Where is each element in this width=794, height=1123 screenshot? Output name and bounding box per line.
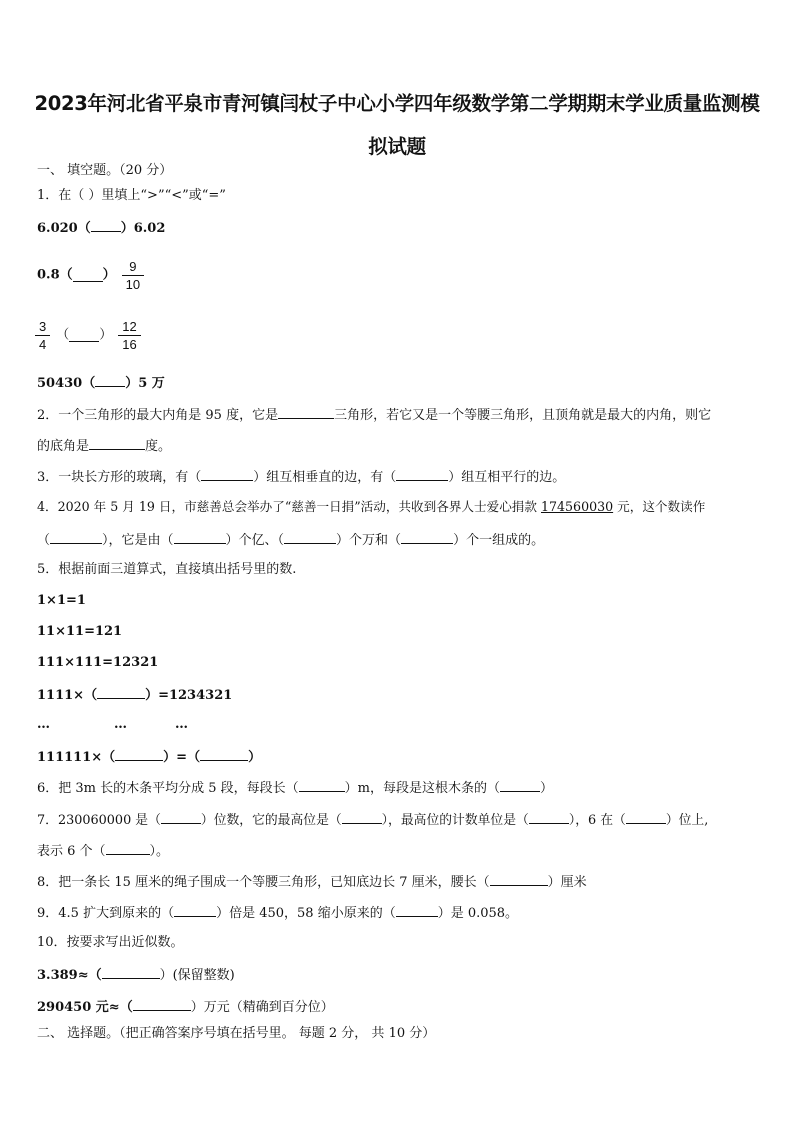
q7-text: ）位上, (665, 813, 709, 828)
page-title-line1: 2023年河北省平泉市青河镇闫杖子中心小学四年级数学第二学期期末学业质量监测模 (34, 92, 760, 115)
question-9 (37, 904, 518, 922)
question-2-line2 (37, 437, 171, 455)
answer-blank[interactable] (278, 406, 334, 419)
q4-text: （ (37, 533, 51, 548)
q4-text: ），它是由（ (102, 533, 174, 548)
question-1d (37, 374, 165, 392)
q2-text: 的底角是 (37, 439, 90, 454)
fraction-9-10 (124, 258, 142, 293)
question-4-line1 (37, 499, 705, 515)
question-4-line2 (37, 531, 544, 549)
q5-text: 1111×（ (37, 688, 98, 703)
question-5-prompt: 5．根据前面三道算式，直接填出括号里的数. (37, 562, 297, 577)
question-1b (37, 258, 142, 293)
q2-text: 三角形，若它又是一个等腰三角形，且顶角就是最大的内角，则它 (334, 408, 712, 423)
answer-blank[interactable] (529, 811, 569, 824)
q7-text: ）。 (149, 844, 170, 859)
answer-blank[interactable] (115, 748, 163, 761)
ellipsis: … (175, 717, 188, 732)
q9-text: 9．4.5 扩大到原来的（ (37, 906, 175, 921)
q1b-right: ） (102, 267, 116, 283)
q7-text: ），6 在（ (568, 813, 626, 828)
q6-text: 6．把 3m 长的木条平均分成 5 段，每段长（ (37, 781, 299, 796)
answer-blank[interactable] (97, 686, 145, 699)
q5-text: ）=1234321 (145, 688, 233, 703)
q2-text: 2．一个三角形的最大内角是 95 度，它是 (37, 408, 279, 423)
question-3 (37, 468, 565, 486)
q10-text: ）(保留整数) (159, 968, 235, 983)
question-1-prompt: 1．在（ ）里填上“>”“<”或“=” (37, 188, 226, 203)
fraction-3-4 (37, 318, 48, 353)
answer-blank[interactable] (69, 329, 99, 342)
q7-text: ）位数，它的最高位是（ (200, 813, 342, 828)
numerator: 3 (39, 319, 47, 334)
q5-equation-2: 11×11=121 (37, 624, 123, 639)
answer-blank[interactable] (396, 468, 448, 481)
q4-text: 元，这个数读作 (613, 499, 706, 514)
ellipsis: … (37, 717, 50, 732)
answer-blank[interactable] (91, 219, 121, 232)
q3-text: ）组互相垂直的边，有（ (253, 470, 397, 485)
question-6 (37, 779, 553, 797)
answer-blank[interactable] (106, 842, 150, 855)
q9-text: ）是 0.058。 (437, 906, 519, 921)
q5-text: ）=（ (163, 750, 201, 765)
answer-blank[interactable] (73, 269, 103, 282)
question-7-line1 (37, 811, 708, 829)
q8-text: ）厘米 (547, 875, 587, 890)
answer-blank[interactable] (299, 779, 345, 792)
q1c-right: ） (99, 327, 113, 343)
q1d-left: 50430（ (37, 376, 96, 391)
answer-blank[interactable] (174, 904, 216, 917)
q4-text: 4．2020 年 5 月 19 日，市慈善总会举办了“慈善一日捐”活动，共收到各界人士爱心捐款 (37, 499, 541, 514)
answer-blank[interactable] (102, 966, 160, 979)
question-2-line1 (37, 406, 711, 424)
numerator: 9 (129, 259, 137, 274)
q1c-left: （ (56, 327, 70, 343)
question-10-prompt: 10．按要求写出近似数。 (37, 935, 184, 950)
q1a-right: ）6.02 (120, 221, 166, 236)
q5-text: 111111×（ (37, 750, 116, 765)
question-10b (37, 998, 334, 1016)
q1d-right: ）5 万 (125, 376, 165, 391)
answer-blank[interactable] (201, 468, 253, 481)
q5-dots (37, 717, 188, 733)
answer-blank[interactable] (342, 811, 382, 824)
question-8 (37, 873, 587, 891)
denominator: 16 (122, 337, 137, 352)
answer-blank[interactable] (396, 904, 438, 917)
q4-amount: 174560030 (541, 499, 614, 514)
q7-text: 表示 6 个（ (37, 844, 106, 859)
q4-text: ）个一组成的。 (453, 533, 545, 548)
answer-blank[interactable] (284, 531, 336, 544)
q5-text: ） (248, 750, 262, 765)
answer-blank[interactable] (490, 873, 548, 886)
q1a-left: 6.020（ (37, 221, 91, 236)
q10-text: ）万元（精确到百分位） (190, 1000, 334, 1015)
q2-text: 度。 (145, 439, 172, 454)
q7-text: 7．230060000 是（ (37, 813, 161, 828)
section-1-heading: 一、 填空题。（20 分） (37, 163, 173, 178)
q9-text: ）倍是 450，58 缩小原来的（ (216, 906, 396, 921)
fraction-12-16 (120, 318, 138, 353)
q5-equation-1: 1×1=1 (37, 593, 86, 608)
denominator: 10 (125, 277, 141, 292)
q7-text: ），最高位的计数单位是（ (381, 813, 529, 828)
page-title-line2: 拟试题 (368, 135, 426, 158)
answer-blank[interactable] (95, 374, 125, 387)
answer-blank[interactable] (500, 779, 540, 792)
q5-equation-5 (37, 748, 261, 766)
q6-text: ）m，每段是这根木条的（ (344, 781, 500, 796)
q5-equation-4 (37, 686, 232, 704)
answer-blank[interactable] (200, 748, 248, 761)
numerator: 12 (122, 319, 137, 334)
answer-blank[interactable] (174, 531, 226, 544)
question-1a (37, 219, 165, 237)
q10-text: 3.389≈（ (37, 968, 102, 983)
q10-text: 290450 元≈（ (37, 1000, 133, 1015)
q6-text: ） (540, 781, 554, 796)
q3-text: 3．一块长方形的玻璃，有（ (37, 470, 202, 485)
answer-blank[interactable] (89, 437, 145, 450)
denominator: 4 (39, 337, 47, 352)
q3-text: ）组互相平行的边。 (448, 470, 566, 485)
q4-text: ）个万和（ (336, 533, 402, 548)
answer-blank[interactable] (161, 811, 201, 824)
q4-text: ）个亿、（ (225, 533, 285, 548)
answer-blank[interactable] (50, 531, 102, 544)
q8-text: 8．把一条长 15 厘米的绳子围成一个等腰三角形，已知底边长 7 厘米，腰长（ (37, 875, 490, 890)
question-7-line2 (37, 842, 169, 860)
answer-blank[interactable] (401, 531, 453, 544)
q5-equation-3: 111×111=12321 (37, 655, 159, 670)
ellipsis: … (114, 717, 127, 732)
question-1c (37, 318, 139, 353)
section-2-heading: 二、 选择题。（把正确答案序号填在括号里。 每题 2 分， 共 10 分） (37, 1026, 436, 1041)
answer-blank[interactable] (133, 998, 191, 1011)
q1b-left: 0.8（ (37, 267, 73, 283)
question-10a (37, 966, 235, 984)
answer-blank[interactable] (626, 811, 666, 824)
